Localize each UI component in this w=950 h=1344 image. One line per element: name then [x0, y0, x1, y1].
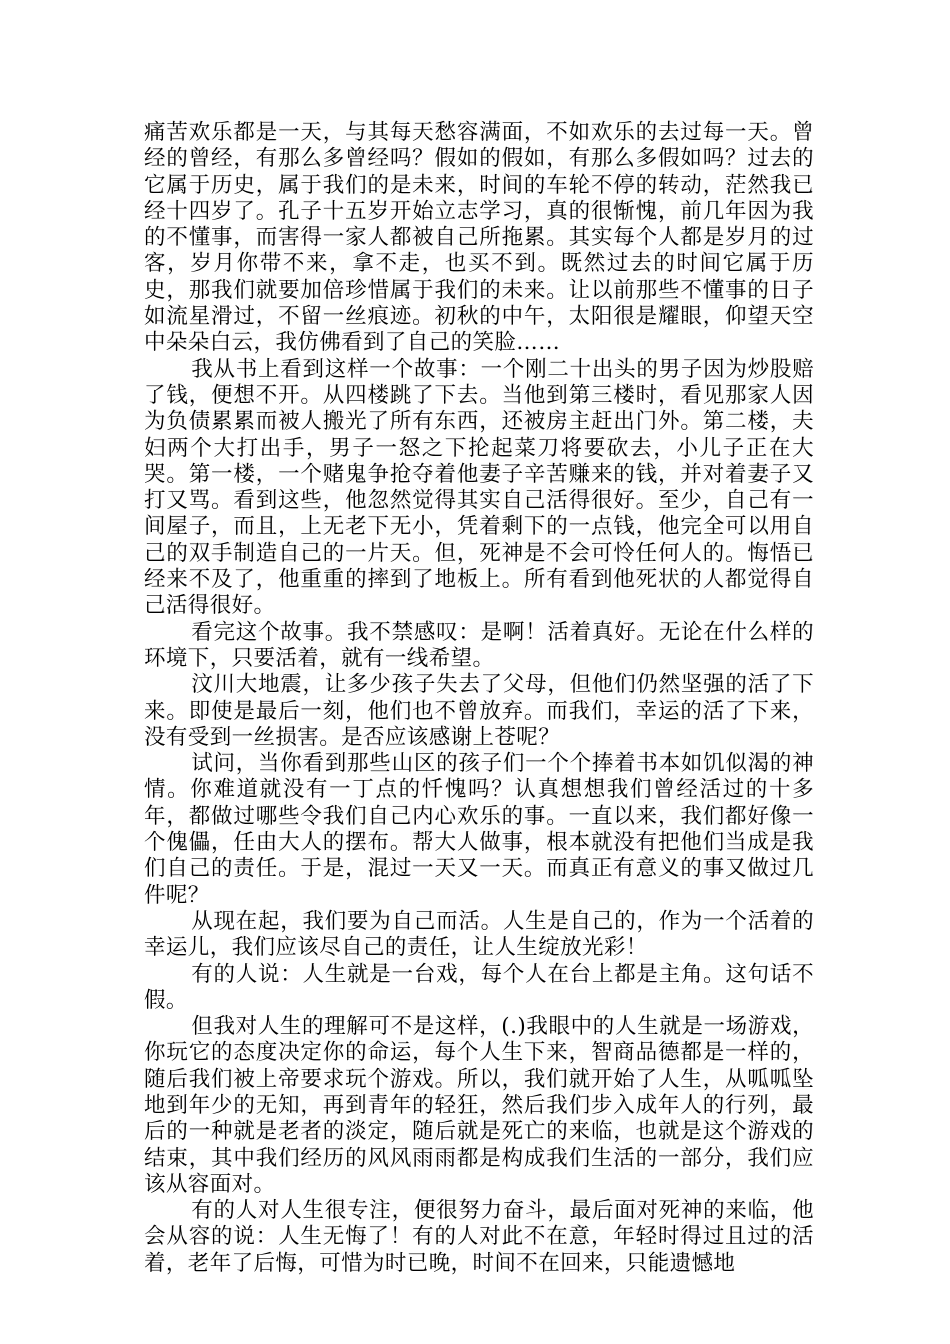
- paragraph-8: 但我对人生的理解可不是这样，(.)我眼中的人生就是一场游戏，你玩它的态度决定你的命运，每个人生下来，智商品德都是一样的，随后我们被上帝要求玩个游戏。所以，我们就开始了人生，从呱呱坠地到年少的无知，再到青年的轻狂，然后我们步入成年人的行列，最后的一种就是老者的淡定，随后就是死亡的来临，也就是这个游戏的结束，其中我们经历的风风雨雨都是构成我们生活的一部分，我们应该从容面对。: [144, 1014, 814, 1197]
- paragraph-2: 我从书上看到这样一个故事：一个刚二十出头的男子因为炒股赔了钱，便想不开。从四楼跳了下去。当他到第三楼时，看见那家人因为负债累累而被人搬光了所有东西，还被房主赶出门外。第二楼，夫妇两个大打出手，男子一怒之下抡起菜刀将要砍去，小儿子正在大哭。第一楼，一个赌鬼争抢夺着他妻子辛苦赚来的钱，并对着妻子又打又骂。看到这些，他忽然觉得其实自己活得很好。至少，自己有一间屋子，而且，上无老下无小，凭着剩下的一点钱，他完全可以用自己的双手制造自己的一片天。但，死神是不会可怜任何人的。悔悟已经来不及了，他重重的摔到了地板上。所有看到他死状的人都觉得自己活得很好。: [144, 356, 814, 619]
- document-body: [144, 120, 814, 1277]
- paragraph-1: 痛苦欢乐都是一天，与其每天愁容满面，不如欢乐的去过每一天。曾经的曾经，有那么多曾经吗？假如的假如，有那么多假如吗？过去的它属于历史，属于我们的是未来，时间的车轮不停的转动，茫然我已经十四岁了。孔子十五岁开始立志学习，真的很惭愧，前几年因为我的不懂事，而害得一家人都被自己所拖累。其实每个人都是岁月的过客，岁月你带不来，拿不走，也买不到。既然过去的时间它属于历史，那我们就要加倍珍惜属于我们的未来。让以前那些不懂事的日子如流星滑过，不留一丝痕迹。初秋的中午，太阳很是耀眼，仰望天空中朵朵白云，我仿佛看到了自己的笑脸……: [144, 120, 814, 356]
- paragraph-5: 试问，当你看到那些山区的孩子们一个个捧着书本如饥似渴的神情。你难道就没有一丁点的忏愧吗？认真想想我们曾经活过的十多年，都做过哪些令我们自己内心欢乐的事。一直以来，我们都好像一个傀儡，任由大人的摆布。帮大人做事，根本就没有把他们当成是我们自己的责任。于是，混过一天又一天。而真正有意义的事又做过几件呢？: [144, 751, 814, 908]
- paragraph-6: 从现在起，我们要为自己而活。人生是自己的，作为一个活着的幸运儿，我们应该尽自己的责任，让人生绽放光彩！: [144, 908, 814, 961]
- paragraph-9: 有的人对人生很专注，便很努力奋斗，最后面对死神的来临，他会从容的说：人生无悔了！有的人对此不在意，年轻时得过且过的活着，老年了后悔，可惜为时已晚，时间不在回来，只能遗憾地: [144, 1198, 814, 1276]
- paragraph-7: 有的人说：人生就是一台戏，每个人在台上都是主角。这句话不假。: [144, 961, 814, 1013]
- paragraph-4: 汶川大地震，让多少孩子失去了父母，但他们仍然坚强的活了下来。即使是最后一刻，他们也不曾放弃。而我们，幸运的活了下来，没有受到一丝损害。是否应该感谢上苍呢？: [144, 672, 814, 750]
- paragraph-3: 看完这个故事。我不禁感叹：是啊！活着真好。无论在什么样的环境下，只要活着，就有一线希望。: [144, 619, 814, 671]
